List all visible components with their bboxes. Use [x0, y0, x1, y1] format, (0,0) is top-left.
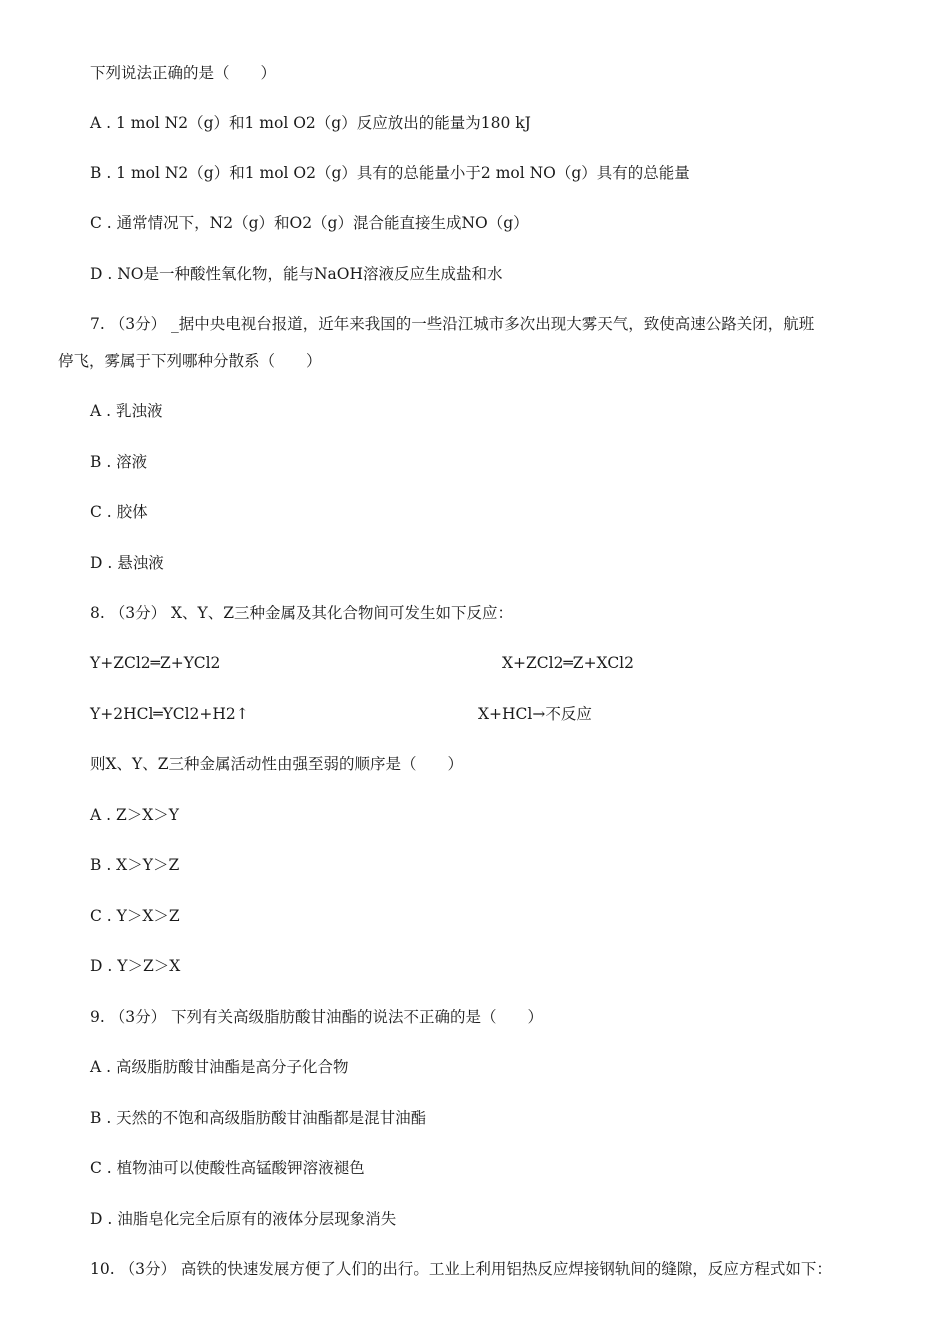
q7-option-c: C . 胶体 — [90, 503, 148, 521]
q6-option-d: D . NO是一种酸性氧化物，能与NaOH溶液反应生成盐和水 — [90, 265, 503, 283]
q9-option-d: D . 油脂皂化完全后原有的液体分层现象消失 — [90, 1210, 397, 1228]
q6-option-a: A . 1 mol N2（g）和1 mol O2（g）反应放出的能量为180 kJ — [90, 114, 531, 132]
q8-reaction-2: X+ZCl2═Z+XCl2 — [502, 654, 634, 672]
q7-stem-line1: 7. （3分） _据中央电视台报道，近年来我国的一些沿江城市多次出现大雾天气，致使高速公路关闭，航班 — [90, 315, 815, 333]
q8-question: 则X、Y、Z三种金属活动性由强至弱的顺序是（ ） — [90, 755, 464, 773]
q6-stem: 下列说法正确的是（ ） — [90, 64, 277, 82]
q7-option-a: A . 乳浊液 — [90, 402, 163, 420]
q9-stem: 9. （3分） 下列有关高级脂肪酸甘油酯的说法不正确的是（ ） — [90, 1008, 544, 1026]
q9-option-c: C . 植物油可以使酸性高锰酸钾溶液褪色 — [90, 1159, 365, 1177]
q9-option-a: A . 高级脂肪酸甘油酯是高分子化合物 — [90, 1058, 349, 1076]
q8-reaction-3: Y+2HCl═YCl2+H2↑ — [90, 705, 249, 723]
q7-option-d: D . 悬浊液 — [90, 554, 164, 572]
q10-stem: 10. （3分） 高铁的快速发展方便了人们的出行。工业上利用铝热反应焊接钢轨间的缝隙，反应方程式如下： — [90, 1260, 832, 1278]
q8-option-b: B . X＞Y＞Z — [90, 856, 180, 874]
q7-option-b: B . 溶液 — [90, 453, 148, 471]
q9-option-b: B . 天然的不饱和高级脂肪酸甘油酯都是混甘油酯 — [90, 1109, 427, 1127]
q8-option-c: C . Y＞X＞Z — [90, 907, 180, 925]
q8-stem: 8. （3分） X、Y、Z三种金属及其化合物间可发生如下反应： — [90, 604, 514, 622]
q6-option-b: B . 1 mol N2（g）和1 mol O2（g）具有的总能量小于2 mol NO（g）具有的总能量 — [90, 164, 690, 182]
q8-reaction-1: Y+ZCl2═Z+YCl2 — [90, 654, 221, 672]
q7-stem-line2: 停飞，雾属于下列哪种分散系（ ） — [58, 352, 322, 370]
q6-option-c: C . 通常情况下，N2（g）和O2（g）混合能直接生成NO（g） — [90, 214, 529, 232]
q8-reaction-4: X+HCl→不反应 — [478, 705, 592, 723]
q8-option-a: A . Z＞X＞Y — [90, 806, 180, 824]
q8-option-d: D . Y＞Z＞X — [90, 957, 181, 975]
